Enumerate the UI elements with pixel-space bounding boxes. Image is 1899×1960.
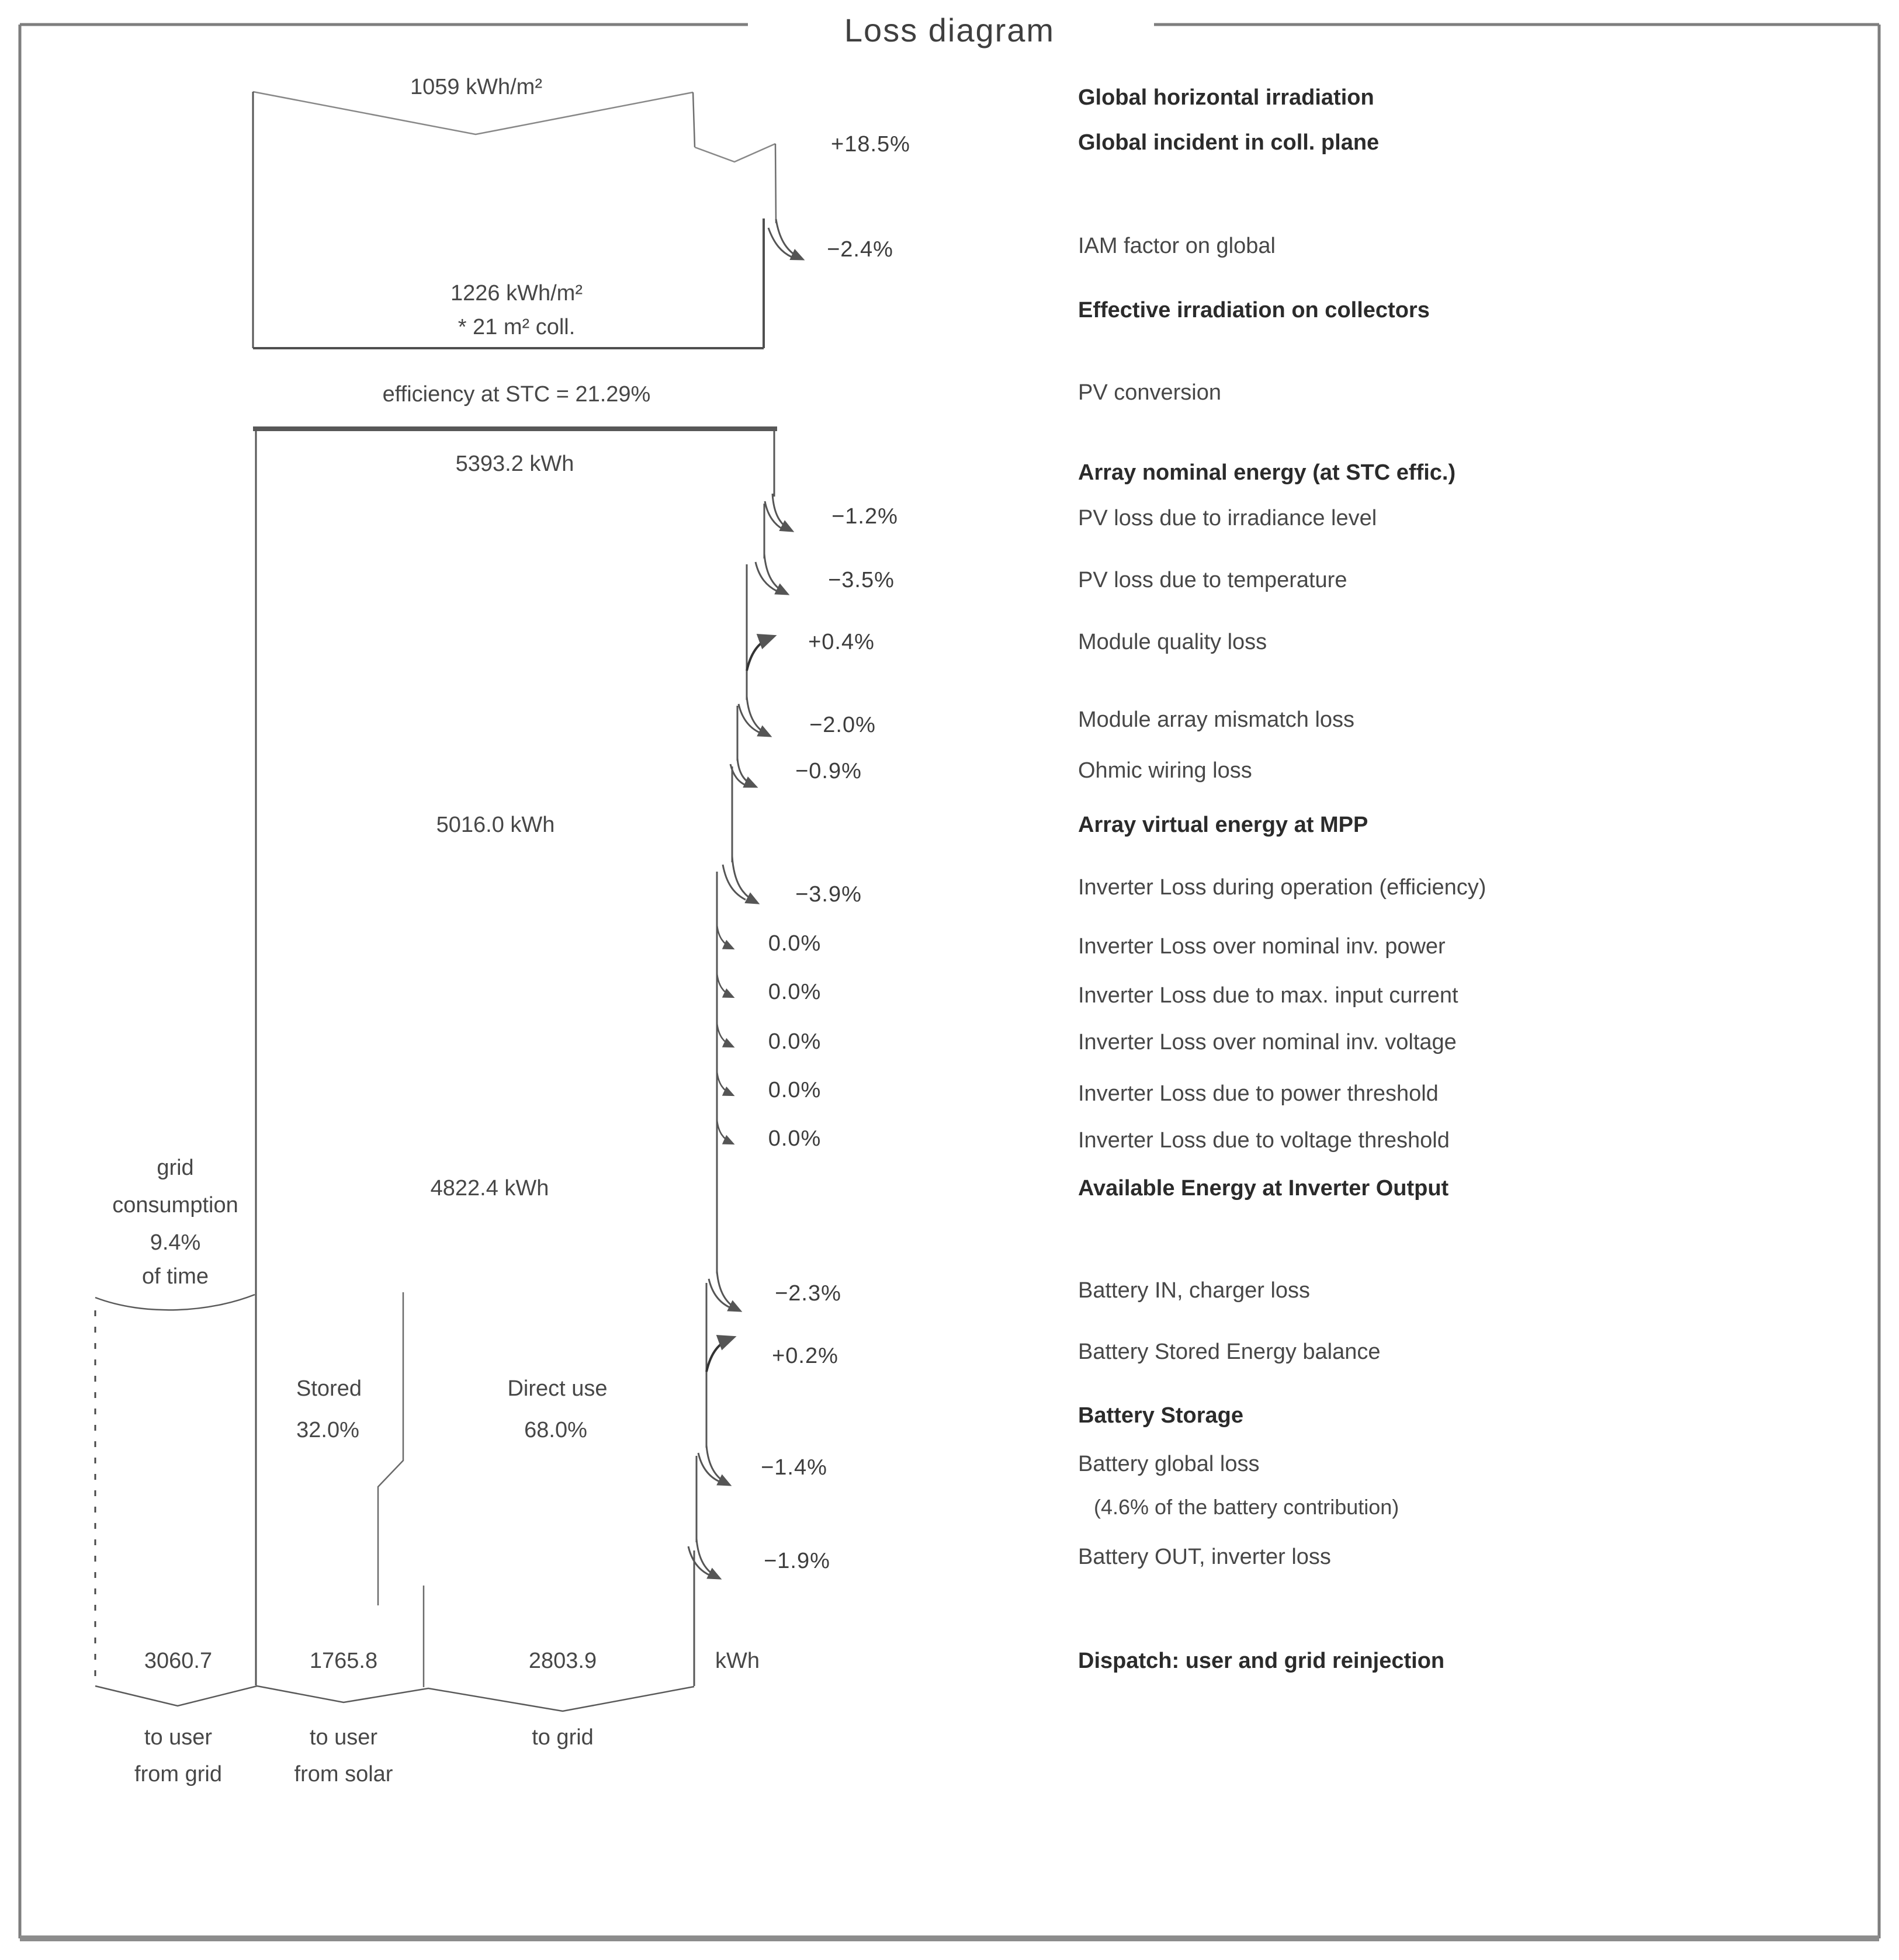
label-array-mpp: Array virtual energy at MPP	[1078, 813, 1368, 838]
array-nominal-value: 5393.2 kWh	[455, 452, 574, 477]
label-iam: IAM factor on global	[1078, 234, 1276, 259]
pct-incident: +18.5%	[831, 132, 910, 157]
label-inv-voltage-threshold: Inverter Loss due to voltage threshold	[1078, 1128, 1450, 1153]
pct-inv-power-threshold: 0.0%	[768, 1078, 822, 1103]
pct-iam: −2.4%	[827, 237, 893, 262]
pct-temperature: −3.5%	[828, 568, 895, 593]
pct-inv-power: 0.0%	[768, 931, 822, 956]
pct-battery-out: −1.9%	[764, 1549, 830, 1574]
dispatch-wave	[95, 1686, 694, 1711]
pct-inv-efficiency: −3.9%	[795, 882, 862, 907]
label-inv-efficiency: Inverter Loss during operation (efficiency)	[1078, 875, 1486, 900]
label-incident: Global incident in coll. plane	[1078, 130, 1380, 155]
label-inv-power-threshold: Inverter Loss due to power threshold	[1078, 1081, 1439, 1106]
loss-arrow-iam	[768, 219, 802, 259]
stored-direct-divider	[378, 1292, 403, 1605]
grid-consumption-line3: 9.4%	[150, 1230, 201, 1255]
label-irradiance-loss: PV loss due to irradiance level	[1078, 506, 1377, 531]
pct-ohmic: −0.9%	[795, 759, 862, 784]
pct-inv-voltage-threshold: 0.0%	[768, 1126, 822, 1151]
label-effective: Effective irradiation on collectors	[1078, 298, 1430, 323]
grid-entry-wave	[95, 1295, 255, 1310]
label-ghi: Global horizontal irradiation	[1078, 85, 1374, 110]
loss-arrow-battery-out	[688, 1539, 719, 1578]
ghi-value: 1059 kWh/m²	[410, 75, 542, 100]
label-battery-balance: Battery Stored Energy balance	[1078, 1340, 1381, 1365]
pct-inv-voltage: 0.0%	[768, 1029, 822, 1054]
direct-use-label: Direct use	[507, 1376, 608, 1402]
label-inv-power: Inverter Loss over nominal inv. power	[1078, 934, 1446, 959]
gain-arrow-module-quality	[747, 637, 772, 671]
inverter-output-value: 4822.4 kWh	[430, 1176, 549, 1201]
grid-consumption-line4: of time	[141, 1264, 209, 1289]
loss-arrow-battery-in	[709, 1271, 739, 1310]
stored-pct: 32.0%	[296, 1418, 359, 1443]
value-to-user-from-grid: 3060.7	[144, 1649, 213, 1674]
label-pv-conversion: PV conversion	[1078, 380, 1222, 405]
loss-arrow-inv-zero-2	[717, 973, 732, 997]
pct-battery-in: −2.3%	[775, 1281, 841, 1306]
pct-mismatch: −2.0%	[809, 713, 876, 738]
loss-arrow-ohmic	[730, 758, 755, 786]
label-battery-in: Battery IN, charger loss	[1078, 1278, 1311, 1303]
loss-arrow-irradiance	[765, 494, 791, 530]
label-module-quality: Module quality loss	[1078, 630, 1267, 655]
label-battery-global: Battery global loss	[1078, 1452, 1260, 1477]
to-user-from-grid-l2: from grid	[134, 1762, 222, 1787]
stored-label: Stored	[296, 1376, 362, 1402]
page-title: Loss diagram	[844, 12, 1055, 49]
value-to-grid: 2803.9	[528, 1649, 597, 1674]
to-grid-l1: to grid	[532, 1725, 594, 1750]
label-ohmic: Ohmic wiring loss	[1078, 758, 1252, 783]
grid-stream	[95, 1295, 255, 1685]
label-dispatch: Dispatch: user and grid reinjection	[1078, 1649, 1445, 1674]
dispatch-unit: kWh	[715, 1649, 760, 1674]
label-inv-current: Inverter Loss due to max. input current	[1078, 983, 1458, 1008]
direct-use-pct: 68.0%	[524, 1418, 587, 1443]
page-border	[20, 25, 1879, 1938]
flow-dividers	[378, 1292, 424, 1687]
pct-battery-balance: +0.2%	[772, 1344, 838, 1369]
grid-consumption-line2: consumption	[112, 1193, 238, 1218]
array-mpp-value: 5016.0 kWh	[436, 813, 555, 838]
label-available-energy: Available Energy at Inverter Output	[1078, 1176, 1449, 1201]
loss-arrow-mismatch	[739, 696, 769, 736]
label-temperature-loss: PV loss due to temperature	[1078, 568, 1347, 593]
label-battery-storage: Battery Storage	[1078, 1403, 1243, 1428]
to-user-from-grid-l1: to user	[144, 1725, 213, 1750]
loss-arrow-inverter-efficiency	[723, 856, 757, 903]
loss-arrow-battery-global	[698, 1445, 729, 1484]
to-user-from-solar-l1: to user	[309, 1725, 378, 1750]
pct-battery-global: −1.4%	[761, 1455, 827, 1480]
label-array-nominal: Array nominal energy (at STC effic.)	[1078, 460, 1456, 485]
collector-area-value: * 21 m² coll.	[458, 315, 576, 340]
grid-consumption-line1: grid	[157, 1156, 194, 1181]
array-flow-shape	[253, 429, 777, 1686]
to-user-from-solar-l2: from solar	[294, 1762, 393, 1787]
loss-arrow-inv-zero-5	[717, 1119, 732, 1143]
pct-module-quality: +0.4%	[808, 630, 875, 655]
irradiation-shape	[253, 92, 776, 348]
loss-arrow-inv-zero-3	[717, 1022, 732, 1046]
stc-efficiency-line: efficiency at STC = 21.29%	[382, 382, 651, 407]
gain-arrow-battery-balance	[706, 1338, 732, 1372]
label-inv-voltage: Inverter Loss over nominal inv. voltage	[1078, 1030, 1457, 1055]
pct-irradiance: −1.2%	[831, 504, 898, 529]
label-battery-global-note: (4.6% of the battery contribution)	[1094, 1495, 1399, 1520]
loss-arrow-inv-zero-4	[717, 1071, 732, 1095]
gain-notch-incident	[695, 144, 775, 162]
value-to-user-from-solar: 1765.8	[309, 1649, 378, 1674]
loss-arrow-temperature	[756, 554, 786, 594]
pct-inv-current: 0.0%	[768, 980, 822, 1005]
label-battery-out: Battery OUT, inverter loss	[1078, 1545, 1331, 1570]
effective-irradiation-value: 1226 kWh/m²	[451, 281, 583, 306]
label-mismatch: Module array mismatch loss	[1078, 707, 1355, 733]
loss-arrow-inv-zero-1	[717, 924, 732, 948]
